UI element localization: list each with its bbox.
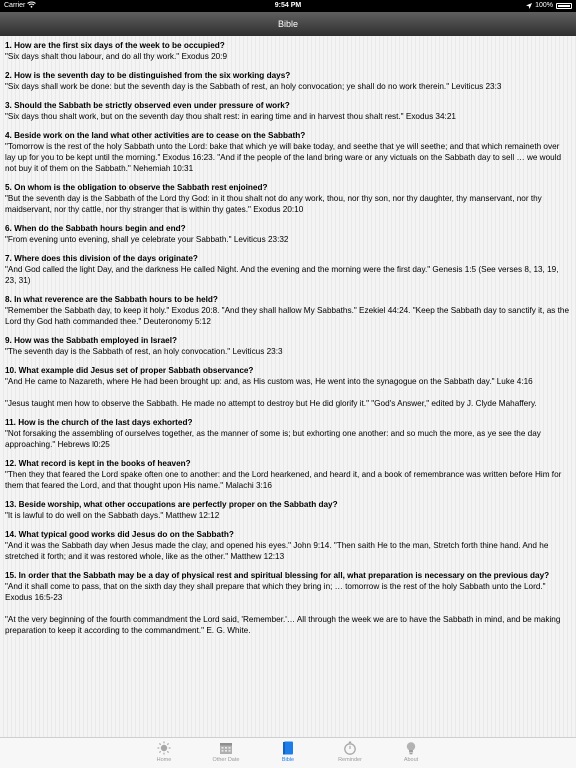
tab-home[interactable] [134,741,194,763]
question-text: 12. What record is kept in the books of heaven? [5,459,191,468]
qa-item [5,417,571,450]
question-text: 15. In order that the Sabbath may be a day of physical rest and spiritual blessing for all, what preparation is necessary on the previous day? [5,571,550,580]
qa-item [5,499,571,521]
lightbulb-icon [404,741,418,755]
question-text: 10. What example did Jesus set of proper Sabbath observance? [5,366,254,375]
tab-bible[interactable] [258,741,318,763]
answer-text: "Jesus taught men how to observe the Sabbath. He made no attempt to destroy but He did glorify it." "God's Answer," edited by J. Clyde Mahaffery. [5,399,537,408]
tab-about[interactable] [381,741,441,763]
answer-text: "From evening unto evening, shall ye celebrate your Sabbath." Leviticus 23:32 [5,235,289,244]
question-text: 3. Should the Sabbath be strictly observed even under pressure of work? [5,101,290,110]
status-bar [0,0,576,12]
location-arrow-icon [526,3,532,9]
answer-text: "And it was the Sabbath day when Jesus made the clay, and opened his eyes." John 9:14. "Then saith He to the man, Stretch forth thine hand. And he stretched it forth; and it was restored whole, like as the other." Matthew 12:13 [5,541,549,561]
book-icon [281,741,295,755]
answer-text: "But the seventh day is the Sabbath of the Lord thy God: in it thou shalt not do any work, thou, nor thy son, nor thy daughter, thy manservant, nor thy maidservant, nor thy cattle, nor thy stranger that is within thy gates." Exodus 20:10 [5,194,542,214]
question-text: 5. On whom is the obligation to observe the Sabbath rest enjoined? [5,183,268,192]
answer-text: "Not forsaking the assembling of ourselves together, as the manner of some is; but exhorting one another: and so much the more, as ye see the day approaching." Hebrews l0:25 [5,429,541,449]
qa-item [5,253,571,286]
battery-icon [556,3,572,9]
sun-icon [157,741,171,755]
tab-label-bible: Bible [281,757,295,763]
qa-item [5,130,571,174]
answer-text: "Six days shalt thou labour, and do all thy work." Exodus 20:9 [5,52,228,61]
qa-item [5,365,571,409]
calendar-icon [219,741,233,755]
answer-text: "Remember the Sabbath day, to keep it holy." Exodus 20:8. "And they shall hallow My Sabbaths." Ezekiel 44:24. "Keep the Sabbath day to sanctify it, as the Lord thy God hath commanded thee." Deuteronomy 5:12 [5,306,570,326]
qa-item [5,294,571,327]
qa-item [5,529,571,562]
answer-text: "Six days thou shalt work, but on the seventh day thou shalt rest: in earing time and in harvest thou shalt rest." Exodus 34:21 [5,112,456,121]
battery-percent: 100% [535,2,553,9]
question-text: 1. How are the first six days of the week to be occupied? [5,41,225,50]
status-time: 9:54 PM [274,2,302,9]
question-text: 2. How is the seventh day to be distinguished from the six working days? [5,71,291,80]
answer-text: "At the very beginning of the fourth commandment the Lord said, 'Remember.'… All through the week we are to have the Sabbath in mind, and be making preparation to keep it according to the commandment." E. G. White. [5,615,561,635]
question-text: 8. In what reverence are the Sabbath hours to be held? [5,295,218,304]
tab-bar [0,737,576,768]
question-text: 13. Beside worship, what other occupations are perfectly proper on the Sabbath day? [5,500,338,509]
answer-text: "Six days shall work be done: but the seventh day is the Sabbath of rest, an holy convocation; ye shall do no work therein." Leviticus 23:3 [5,82,502,91]
tab-reminder[interactable] [320,741,380,763]
tab-label-about: About [403,757,419,763]
question-text: 4. Beside work on the land what other activities are to cease on the Sabbath? [5,131,306,140]
status-right [526,0,572,12]
qa-item [5,570,571,636]
tab-label-home: Home [156,757,172,763]
answer-text: "And it shall come to pass, that on the sixth day they shall prepare that which they bring in; … tomorrow is the rest of the holy Sabbath unto the Lord." Exodus 16:5-23 [5,582,546,602]
qa-list [0,36,576,636]
qa-item [5,100,571,122]
nav-bar [0,12,576,36]
qa-item [5,335,571,357]
bible-content[interactable] [0,36,576,738]
tab-label-reminder: Reminder [338,757,362,763]
qa-item [5,223,571,245]
carrier-text: Carrier [4,2,26,9]
qa-item [5,458,571,491]
answer-text: "Then they that feared the Lord spake often one to another: and the Lord hearkened, and heard it, and a book of remembrance was written before Him for them that feared the Lord, and that thought upon His name." Malachi 3:16 [5,470,562,490]
answer-text: "And God called the light Day, and the darkness He called Night. And the evening and the morning were the first day." Genesis 1:5 (See verses 8, 13, 19, 23, 31) [5,265,559,285]
nav-title: Bible [277,19,298,29]
answer-text: "Tomorrow is the rest of the holy Sabbath unto the Lord: bake that which ye will bake today, and seethe that ye will seethe; and that which remaineth over lay up for you to be kept until the morning." Exodus 16:23. "And if the people of the land bring ware or any victuals on the Sabbath day to sell … we would not buy it of them on the Sabbath." Nehemiah 10:31 [5,142,562,173]
qa-item [5,40,571,62]
stopwatch-icon [343,741,357,755]
question-text: 11. How is the church of the last days exhorted? [5,418,193,427]
qa-item [5,182,571,215]
question-text: 9. How was the Sabbath employed in Israel? [5,336,177,345]
tab-other-date[interactable] [196,741,256,763]
question-text: 7. Where does this division of the days originate? [5,254,198,263]
tab-label-other-date: Other Date [212,757,240,763]
answer-text: "It is lawful to do well on the Sabbath days." Matthew 12:12 [5,511,220,520]
answer-text: "And He came to Nazareth, where He had been brought up: and, as His custom was, He went into the synagogue on the Sabbath day." Luke 4:16 [5,377,533,386]
qa-item [5,70,571,92]
question-text: 14. What typical good works did Jesus do on the Sabbath? [5,530,234,539]
answer-text: "The seventh day is the Sabbath of rest, an holy convocation." Leviticus 23:3 [5,347,283,356]
question-text: 6. When do the Sabbath hours begin and end? [5,224,186,233]
